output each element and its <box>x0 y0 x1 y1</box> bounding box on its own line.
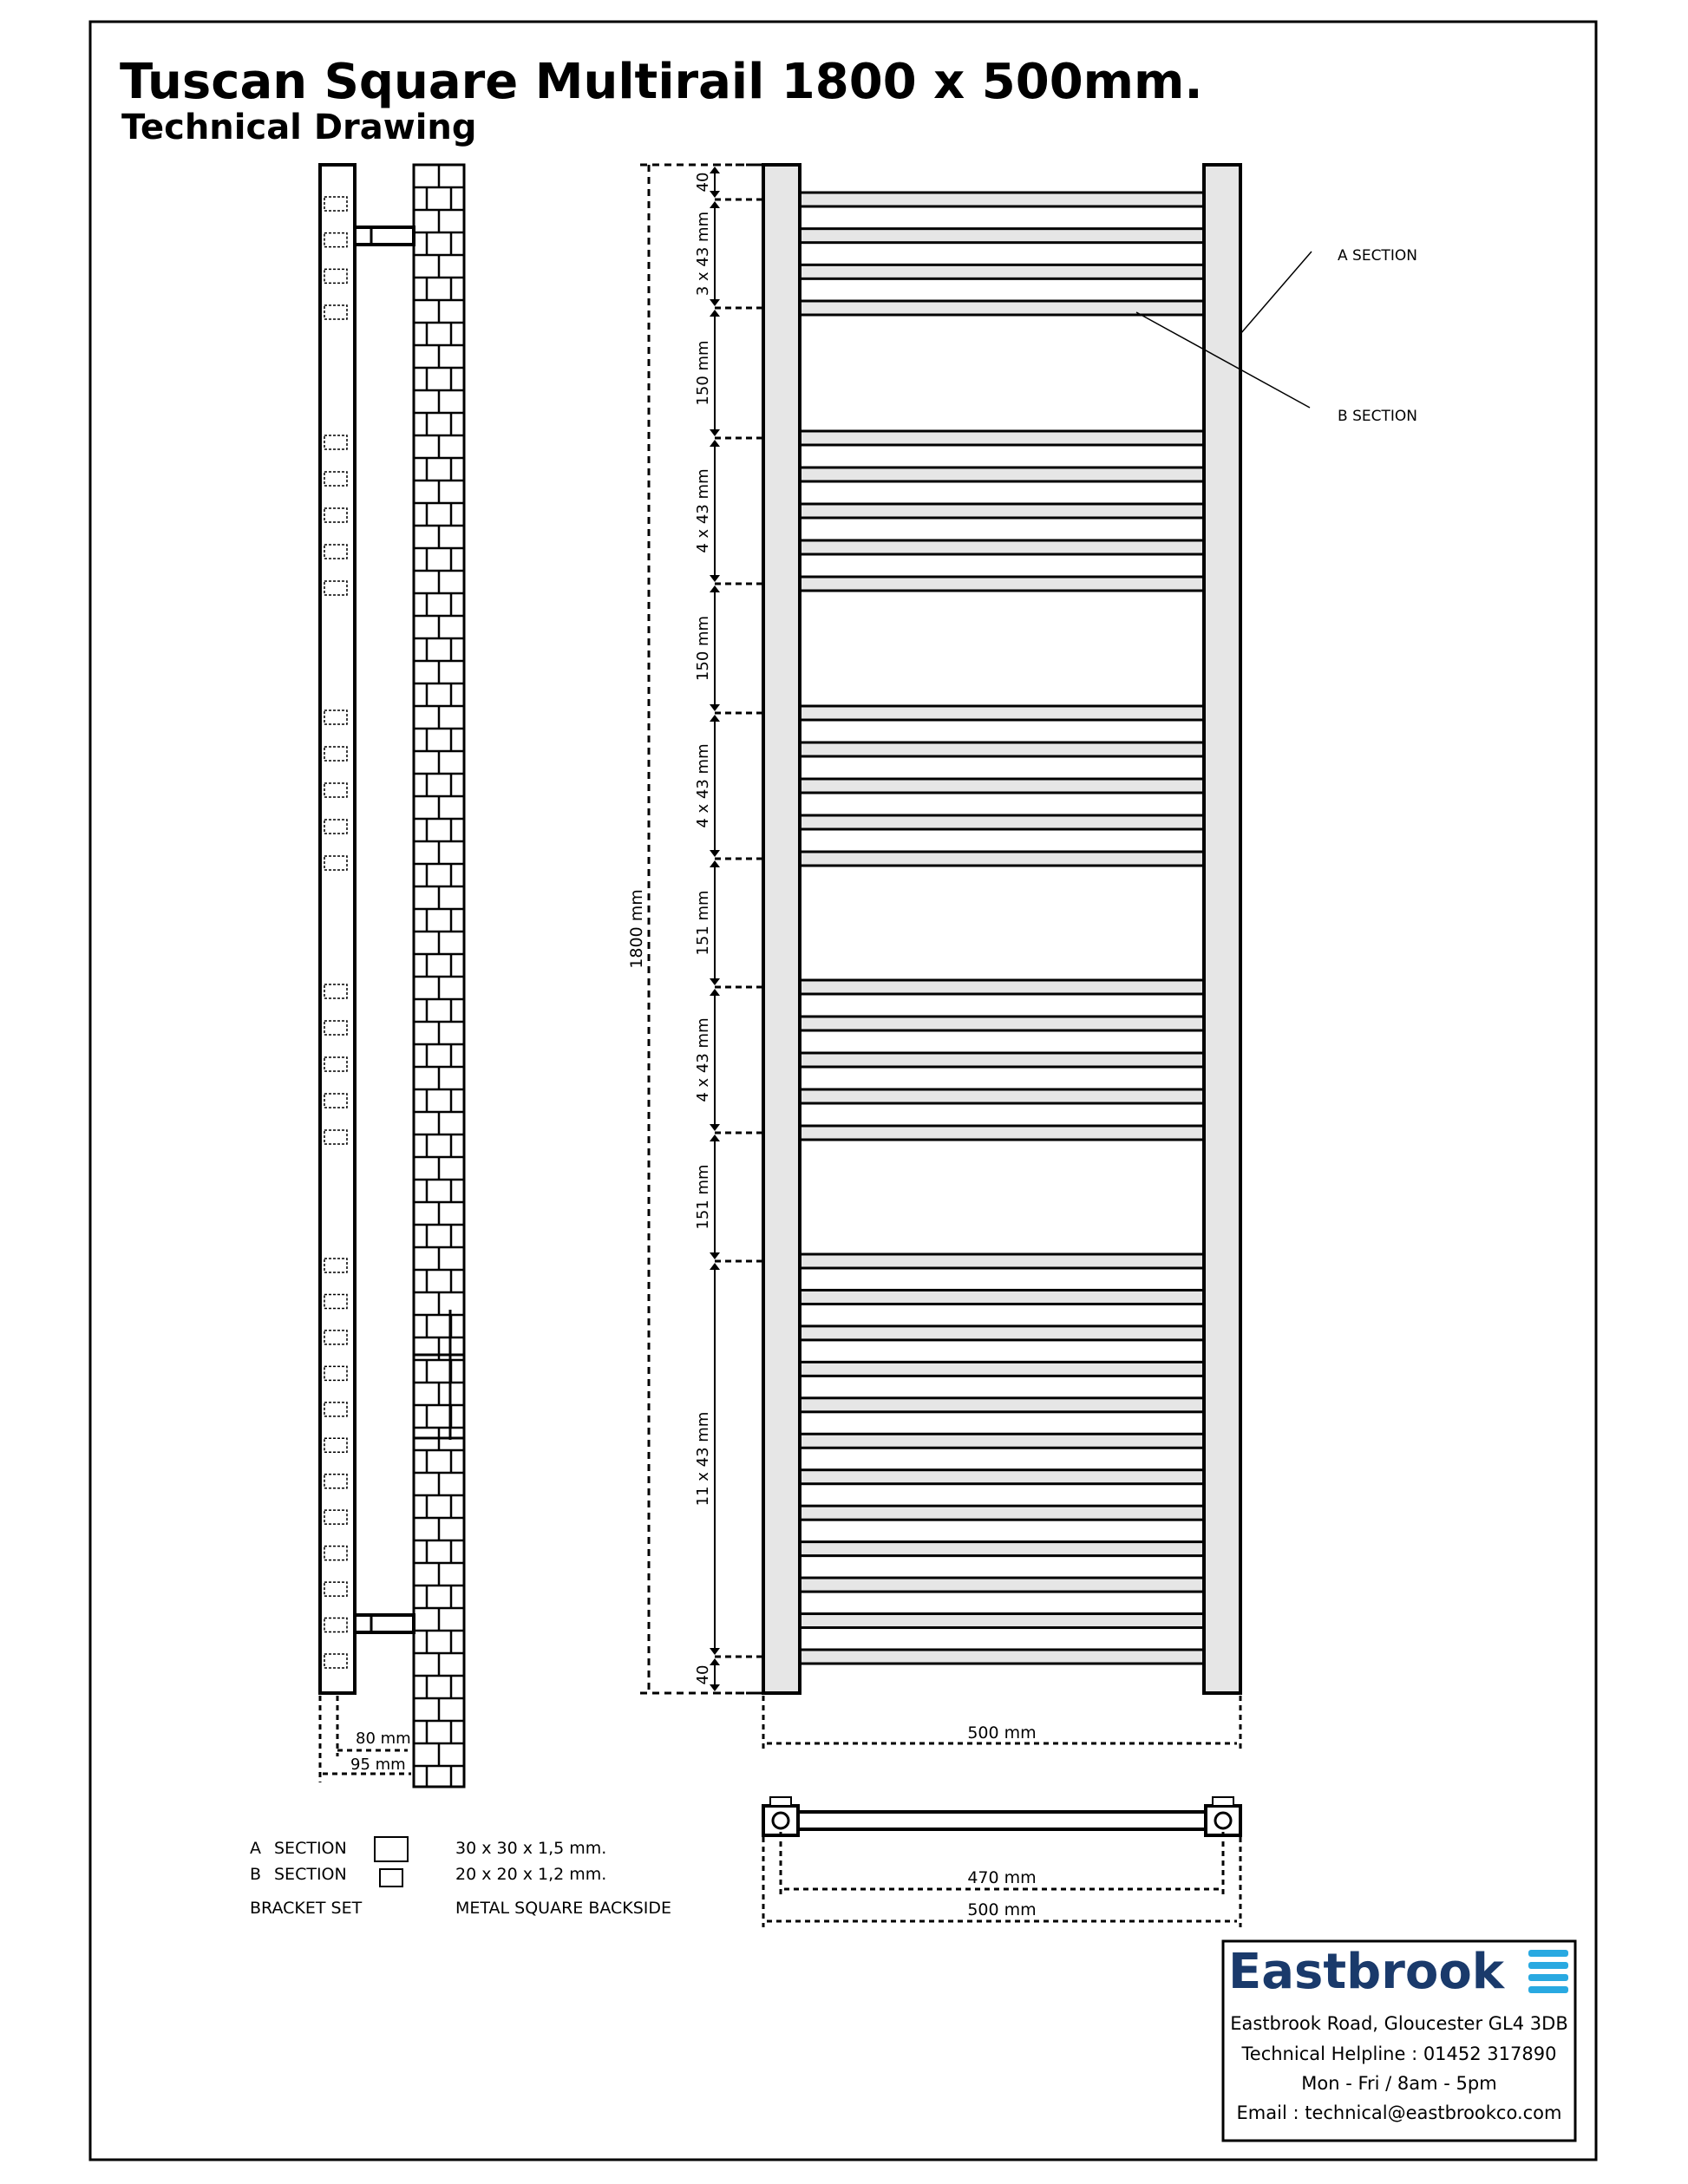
callout-a-section: A SECTION <box>1338 247 1417 265</box>
company-helpline: Technical Helpline : 01452 317890 <box>1241 2043 1557 2064</box>
top-rail-bar <box>796 1812 1206 1829</box>
arrow-down-icon <box>710 704 720 711</box>
drawing-subtitle: Technical Drawing <box>121 108 477 147</box>
legend-b-key: B <box>250 1865 262 1884</box>
legend-a-spec: 30 x 30 x 1,5 mm. <box>455 1839 607 1858</box>
towel-rail <box>800 980 1204 994</box>
towel-rail <box>800 1290 1204 1304</box>
towel-rail <box>800 504 1204 518</box>
drawing-title: Tuscan Square Multirail 1800 x 500mm. <box>120 54 1203 110</box>
towel-rail <box>800 540 1204 554</box>
towel-rail <box>800 1506 1204 1520</box>
arrow-up-icon <box>710 1263 720 1270</box>
towel-rail <box>800 1578 1204 1592</box>
left-upright <box>763 165 800 1693</box>
arrow-down-icon <box>710 1252 720 1259</box>
top-dim-470-label: 470 mm <box>967 1868 1037 1887</box>
towel-rail <box>800 431 1204 445</box>
arrow-down-icon <box>710 850 720 857</box>
segment-dim-label: 4 x 43 mm <box>694 743 712 828</box>
top-right-end <box>1206 1797 1240 1835</box>
arrow-up-icon <box>710 715 720 722</box>
towel-rail <box>800 1362 1204 1376</box>
towel-rail <box>800 815 1204 829</box>
legend-a-swatch <box>375 1837 408 1861</box>
top-dim-500-label: 500 mm <box>967 1900 1037 1919</box>
company-box <box>1223 1941 1575 2141</box>
towel-rail <box>800 265 1204 278</box>
towel-rail <box>800 1089 1204 1103</box>
towel-rail <box>800 468 1204 481</box>
top-left-end <box>763 1797 798 1835</box>
segment-dim-label: 151 mm <box>694 1164 712 1230</box>
arrow-up-icon <box>710 440 720 447</box>
towel-rail <box>800 706 1204 720</box>
towel-rail <box>800 852 1204 866</box>
segment-dim-label: 150 mm <box>694 615 712 682</box>
towel-rail <box>800 1614 1204 1628</box>
right-upright <box>1204 165 1240 1693</box>
company-address: Eastbrook Road, Gloucester GL4 3DB <box>1230 2013 1568 2034</box>
segment-dim-label: 11 x 43 mm <box>694 1411 712 1507</box>
width-dim-label: 500 mm <box>967 1723 1037 1743</box>
towel-rail <box>800 301 1204 315</box>
towel-rail <box>800 1017 1204 1030</box>
segment-dimensions <box>694 165 763 1693</box>
front-rails <box>800 193 1204 1664</box>
side-wall-bricks <box>414 165 464 1787</box>
legend-a-name: SECTION <box>274 1839 347 1858</box>
arrow-down-icon <box>710 429 720 436</box>
segment-dim-label: 4 x 43 mm <box>694 468 712 553</box>
side-dim-80-label: 80 mm <box>356 1730 411 1748</box>
towel-rail <box>800 742 1204 756</box>
arrow-down-icon <box>710 299 720 306</box>
front-view <box>627 165 1417 1752</box>
towel-rail <box>800 577 1204 591</box>
arrow-up-icon <box>710 1658 720 1665</box>
segment-dim-label: 4 x 43 mm <box>694 1017 712 1102</box>
side-rail-profile <box>320 165 355 1693</box>
towel-rail <box>800 1398 1204 1412</box>
company-email: Email : technical@eastbrookco.com <box>1236 2102 1562 2123</box>
segment-dim-label: 40 <box>694 1664 712 1685</box>
company-logo-text: Eastbrook <box>1228 1944 1505 2000</box>
legend-bracket-label: BRACKET SET <box>250 1899 363 1918</box>
towel-rail <box>800 229 1204 243</box>
towel-rail <box>800 1542 1204 1556</box>
arrow-up-icon <box>710 860 720 867</box>
towel-rail <box>800 1470 1204 1484</box>
segment-dim-label: 40 <box>694 172 712 193</box>
top-view <box>763 1797 1240 1927</box>
arrow-down-icon <box>710 1648 720 1655</box>
bracket-bottom <box>355 1615 414 1632</box>
towel-rail <box>800 1053 1204 1067</box>
segment-dim-label: 150 mm <box>694 340 712 406</box>
legend-bracket-spec: METAL SQUARE BACKSIDE <box>455 1899 672 1918</box>
arrow-up-icon <box>710 310 720 317</box>
towel-rail <box>800 193 1204 206</box>
arrow-down-icon <box>710 575 720 582</box>
side-dim-95-label: 95 mm <box>350 1756 406 1774</box>
bracket-top <box>355 227 414 245</box>
arrow-down-icon <box>710 1124 720 1131</box>
legend-b-swatch <box>380 1869 402 1886</box>
arrow-up-icon <box>710 1135 720 1141</box>
height-dim-label: 1800 mm <box>627 889 646 969</box>
legend-b-spec: 20 x 20 x 1,2 mm. <box>455 1865 607 1884</box>
callout-b-section: B SECTION <box>1338 408 1417 425</box>
towel-rail <box>800 1650 1204 1664</box>
segment-dim-label: 151 mm <box>694 890 712 956</box>
arrow-up-icon <box>710 989 720 996</box>
segment-dim-label: 3 x 43 mm <box>694 211 712 297</box>
arrow-up-icon <box>710 585 720 592</box>
towel-rail <box>800 1434 1204 1448</box>
legend-b-name: SECTION <box>274 1865 347 1884</box>
side-view <box>320 165 464 1787</box>
company-hours: Mon - Fri / 8am - 5pm <box>1301 2073 1497 2094</box>
legend <box>250 1837 671 1918</box>
legend-a-key: A <box>250 1839 261 1858</box>
towel-rail <box>800 779 1204 793</box>
arrow-up-icon <box>710 201 720 208</box>
arrow-down-icon <box>710 978 720 985</box>
towel-rail <box>800 1326 1204 1340</box>
towel-rail <box>800 1126 1204 1140</box>
towel-rail <box>800 1254 1204 1268</box>
